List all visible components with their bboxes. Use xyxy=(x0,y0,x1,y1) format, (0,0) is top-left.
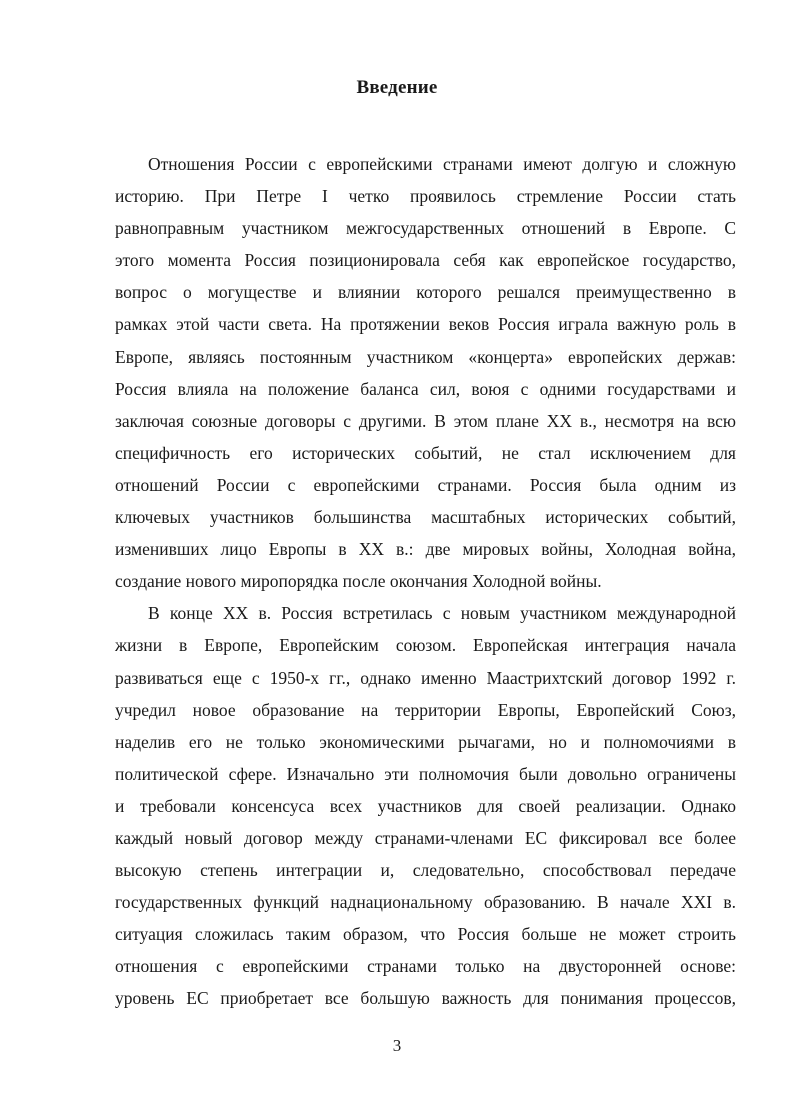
text-line: создание нового миропорядка после окончания Холодной войны. xyxy=(115,571,602,592)
text-line: заключая союзные договоры с другими. В этом плане XX в., несмотря на всю xyxy=(115,410,736,431)
text-line: Отношения России с европейскими странами имеют долгую и сложную xyxy=(148,154,736,174)
text-line: отношения с европейскими странами только на двусторонней основе: xyxy=(115,956,736,977)
body-text xyxy=(115,148,736,1015)
section-title: Введение xyxy=(356,77,438,98)
text-line: специфичность его исторических событий, не стал исключением для xyxy=(115,442,736,463)
text-line: наделив его не только экономическими рычагами, но и полномочиями в xyxy=(115,731,736,752)
text-line: этого момента Россия позиционировала себя как европейское государство, xyxy=(115,250,736,271)
text-line: развиваться еще с 1950-х гг., однако именно Маастрихтский договор 1992 г. xyxy=(115,667,736,688)
text-line: Европе, являясь постоянным участником «концерта» европейских держав: xyxy=(115,346,736,367)
text-line: отношений России с европейскими странами. Россия была одним из xyxy=(115,474,736,495)
page-number: 3 xyxy=(392,1036,402,1055)
text-line: ключевых участников большинства масштабных исторических событий, xyxy=(115,507,736,528)
text-line: государственных функций наднациональному образованию. В начале XXI в. xyxy=(115,892,736,913)
text-line: ситуация сложилась таким образом, что Россия больше не может строить xyxy=(115,924,736,945)
text-line: вопрос о могуществе и влиянии которого решался преимущественно в xyxy=(115,282,736,303)
text-line: учредил новое образование на территории Европы, Европейский Союз, xyxy=(115,699,736,720)
text-line: и требовали консенсуса всех участников для своей реализации. Однако xyxy=(115,795,736,816)
text-line: каждый новый договор между странами-членами ЕС фиксировал все более xyxy=(115,827,736,848)
text-line: историю. При Петре I четко проявилось стремление России стать xyxy=(115,186,736,207)
text-line: равноправным участником межгосударственных отношений в Европе. С xyxy=(115,218,736,239)
text-line: изменивших лицо Европы в XX в.: две мировых войны, Холодная война, xyxy=(115,539,736,560)
text-line: уровень ЕС приобретает все большую важность для понимания процессов, xyxy=(115,988,736,1009)
text-line: политической сфере. Изначально эти полномочия были довольно ограничены xyxy=(115,763,736,784)
text-line: высокую степень интеграции и, следовательно, способствовал передаче xyxy=(115,860,736,881)
text-line: жизни в Европе, Европейским союзом. Европейская интеграция начала xyxy=(115,635,736,656)
text-line: В конце XX в. Россия встретилась с новым участником международной xyxy=(148,603,736,624)
text-line: рамках этой части света. На протяжении веков Россия играла важную роль в xyxy=(115,314,736,335)
text-line: Россия влияла на положение баланса сил, воюя с одними государствами и xyxy=(115,378,736,399)
